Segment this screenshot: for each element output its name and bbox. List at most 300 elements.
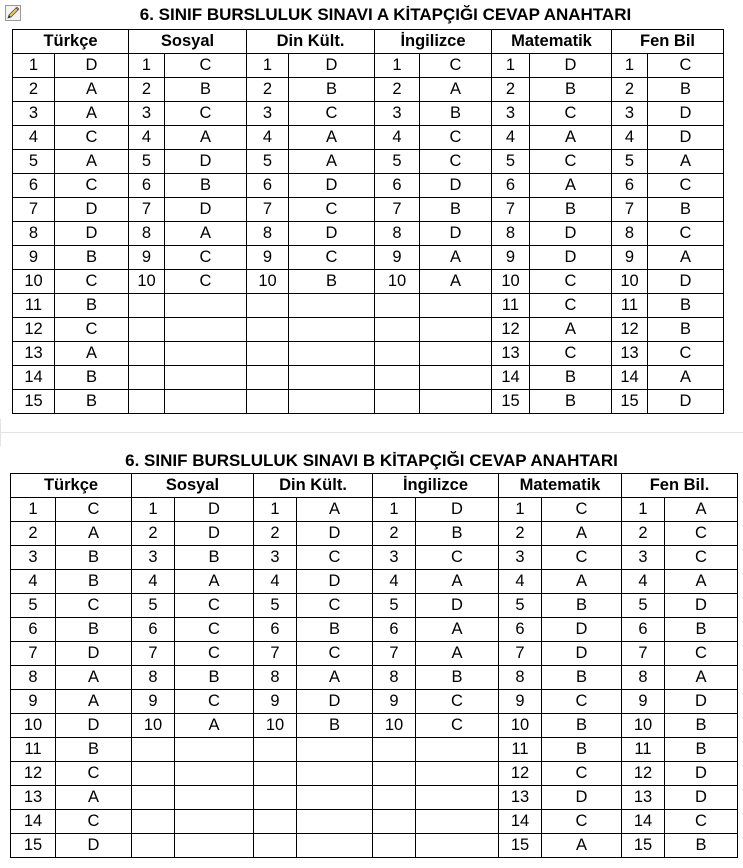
answer-cell: D [530,246,612,270]
answer-cell: C [289,198,375,222]
answer-cell: A [55,102,129,126]
answer-cell: C [165,102,247,126]
empty-cell [420,294,492,318]
question-number: 8 [373,666,416,690]
answer-cell: B [530,78,612,102]
subject-header: Türkçe [11,474,132,498]
answer-table [10,473,738,858]
empty-cell [297,786,373,810]
answer-cell: B [530,390,612,414]
empty-cell [247,294,289,318]
table-row [11,714,738,738]
answer-cell: C [297,642,373,666]
answer-cell: B [542,738,622,762]
subject-header: Din Kült. [247,30,375,54]
header-row [11,474,738,498]
question-number: 9 [499,690,542,714]
question-number: 3 [622,546,665,570]
question-number: 8 [254,666,297,690]
question-number: 6 [129,174,165,198]
empty-cell [416,810,499,834]
answer-cell: A [542,522,622,546]
question-number: 5 [11,594,56,618]
question-number: 6 [492,174,530,198]
answer-table [12,29,724,414]
answer-cell: B [56,570,132,594]
answer-cell: A [55,342,129,366]
empty-cell [254,786,297,810]
question-number: 4 [622,570,665,594]
answer-cell: C [175,618,254,642]
answer-cell: B [416,666,499,690]
answer-cell: B [56,618,132,642]
empty-cell [129,294,165,318]
empty-cell [175,762,254,786]
table-row [11,738,738,762]
empty-cell [175,786,254,810]
question-number: 8 [11,666,56,690]
answer-cell: C [56,594,132,618]
answer-cell: A [289,150,375,174]
question-number: 1 [499,498,542,522]
question-number: 6 [254,618,297,642]
table-row [11,810,738,834]
answer-cell: A [648,150,724,174]
answer-cell: A [416,642,499,666]
answer-cell: D [665,594,738,618]
table-row [11,762,738,786]
question-number: 6 [622,618,665,642]
page-title: 6. SINIF BURSLULUK SINAVI B KİTAPÇIĞI CEVAP ANAHTARI [125,451,618,470]
empty-cell [297,834,373,858]
table-row [13,174,724,198]
answer-cell: B [648,78,724,102]
empty-cell [420,390,492,414]
answer-cell: D [648,126,724,150]
empty-cell [416,738,499,762]
answer-cell: D [55,54,129,78]
table-row [13,294,724,318]
empty-cell [129,390,165,414]
question-number: 10 [132,714,175,738]
question-number: 13 [13,342,55,366]
empty-cell [373,738,416,762]
table-row [11,522,738,546]
question-number: 10 [11,714,56,738]
question-number: 7 [612,198,648,222]
question-number: 15 [499,834,542,858]
empty-cell [416,834,499,858]
answer-cell: C [530,150,612,174]
table-row [13,390,724,414]
empty-cell [254,834,297,858]
question-number: 2 [612,78,648,102]
question-number: 8 [499,666,542,690]
empty-cell [289,294,375,318]
answer-cell: A [416,570,499,594]
question-number: 1 [247,54,289,78]
question-number: 15 [13,390,55,414]
answer-cell: A [55,150,129,174]
answer-cell: D [297,522,373,546]
answer-key-sheet-a [0,0,743,419]
question-number: 2 [11,522,56,546]
question-number: 14 [13,366,55,390]
answer-cell: B [648,198,724,222]
question-number: 8 [375,222,420,246]
question-number: 15 [492,390,530,414]
question-number: 2 [373,522,416,546]
question-number: 5 [612,150,648,174]
question-number: 14 [622,810,665,834]
table-row [11,546,738,570]
table-row [13,54,724,78]
question-number: 3 [129,102,165,126]
empty-cell [420,342,492,366]
answer-cell: A [55,78,129,102]
table-row [13,198,724,222]
answer-cell: D [55,222,129,246]
answer-cell: D [175,522,254,546]
question-number: 3 [11,546,56,570]
subject-header: Türkçe [13,30,129,54]
empty-cell [373,810,416,834]
empty-cell [247,342,289,366]
question-number: 7 [129,198,165,222]
question-number: 12 [622,762,665,786]
empty-cell [289,318,375,342]
empty-cell [373,786,416,810]
answer-cell: B [665,618,738,642]
subject-header: Sosyal [132,474,254,498]
answer-cell: A [530,318,612,342]
answer-cell: C [420,150,492,174]
question-number: 1 [11,498,56,522]
answer-cell: C [648,342,724,366]
question-number: 11 [11,738,56,762]
question-number: 15 [612,390,648,414]
question-number: 13 [622,786,665,810]
answer-cell: C [542,762,622,786]
question-number: 4 [375,126,420,150]
answer-cell: D [665,786,738,810]
question-number: 10 [254,714,297,738]
question-number: 1 [129,54,165,78]
question-number: 8 [247,222,289,246]
answer-cell: A [297,498,373,522]
table-row [13,342,724,366]
table-row [13,126,724,150]
question-number: 12 [499,762,542,786]
answer-cell: D [297,570,373,594]
answer-cell: D [289,174,375,198]
answer-cell: C [165,54,247,78]
table-row [13,246,724,270]
answer-cell: B [55,294,129,318]
answer-cell: C [175,594,254,618]
answer-cell: D [165,150,247,174]
answer-cell: A [165,126,247,150]
question-number: 2 [13,78,55,102]
answer-cell: B [165,78,247,102]
answer-cell: A [56,666,132,690]
empty-cell [420,366,492,390]
answer-cell: B [289,270,375,294]
question-number: 10 [499,714,542,738]
question-number: 12 [492,318,530,342]
answer-cell: D [530,54,612,78]
question-number: 9 [373,690,416,714]
answer-cell: C [420,54,492,78]
answer-cell: A [56,522,132,546]
answer-cell: D [542,618,622,642]
table-row [13,270,724,294]
answer-cell: C [55,318,129,342]
question-number: 1 [373,498,416,522]
empty-cell [175,738,254,762]
question-number: 9 [13,246,55,270]
answer-cell: A [530,174,612,198]
answer-cell: C [297,594,373,618]
answer-cell: A [648,366,724,390]
empty-cell [165,318,247,342]
question-number: 6 [612,174,648,198]
question-number: 5 [373,594,416,618]
question-number: 14 [11,810,56,834]
table-row [11,594,738,618]
question-number: 8 [622,666,665,690]
answer-cell: C [542,498,622,522]
table-row [11,690,738,714]
question-number: 5 [129,150,165,174]
question-number: 10 [622,714,665,738]
answer-cell: B [56,738,132,762]
answer-cell: B [665,714,738,738]
question-number: 6 [132,618,175,642]
answer-cell: B [542,666,622,690]
answer-cell: C [665,810,738,834]
answer-cell: D [289,54,375,78]
question-number: 4 [11,570,56,594]
question-number: 11 [13,294,55,318]
table-row [13,222,724,246]
question-number: 14 [492,366,530,390]
subject-header: Matematik [492,30,612,54]
answer-cell: D [175,498,254,522]
table-row [11,498,738,522]
table-row [13,150,724,174]
question-number: 1 [13,54,55,78]
subject-header: Sosyal [129,30,247,54]
answer-cell: C [175,690,254,714]
question-number: 1 [132,498,175,522]
empty-cell [175,810,254,834]
question-number: 13 [499,786,542,810]
answer-cell: C [648,54,724,78]
question-number: 13 [612,342,648,366]
answer-cell: A [420,246,492,270]
empty-cell [375,342,420,366]
question-number: 3 [132,546,175,570]
question-number: 1 [254,498,297,522]
question-number: 7 [375,198,420,222]
answer-cell: C [55,126,129,150]
question-number: 10 [13,270,55,294]
question-number: 15 [622,834,665,858]
question-number: 3 [247,102,289,126]
answer-cell: C [56,762,132,786]
answer-cell: B [530,366,612,390]
table-row [11,642,738,666]
question-number: 9 [612,246,648,270]
empty-cell [289,390,375,414]
question-number: 1 [492,54,530,78]
empty-cell [375,366,420,390]
answer-cell: A [289,126,375,150]
question-number: 9 [132,690,175,714]
empty-cell [132,762,175,786]
answer-cell: A [665,666,738,690]
answer-cell: B [297,618,373,642]
question-number: 15 [11,834,56,858]
answer-cell: C [665,522,738,546]
answer-cell: C [55,174,129,198]
question-number: 5 [622,594,665,618]
answer-cell: D [55,198,129,222]
empty-cell [129,342,165,366]
question-number: 12 [13,318,55,342]
answer-cell: A [530,126,612,150]
answer-cell: D [297,690,373,714]
table-row [11,834,738,858]
question-number: 1 [375,54,420,78]
question-number: 7 [11,642,56,666]
answer-cell: A [542,570,622,594]
table-row [11,786,738,810]
answer-cell: A [416,618,499,642]
empty-cell [254,738,297,762]
answer-cell: C [542,546,622,570]
empty-cell [254,810,297,834]
question-number: 8 [13,222,55,246]
question-number: 2 [492,78,530,102]
question-number: 2 [499,522,542,546]
question-number: 4 [254,570,297,594]
question-number: 1 [622,498,665,522]
answer-cell: B [648,294,724,318]
header-row [13,30,724,54]
answer-cell: C [530,342,612,366]
answer-cell: D [665,762,738,786]
answer-cell: C [530,270,612,294]
answer-cell: C [289,102,375,126]
empty-cell [289,366,375,390]
answer-cell: B [297,714,373,738]
sheet-divider [0,419,743,446]
empty-cell [175,834,254,858]
answer-cell: A [648,246,724,270]
answer-cell: A [56,690,132,714]
answer-cell: D [648,102,724,126]
empty-cell [165,390,247,414]
empty-cell [375,294,420,318]
answer-cell: D [665,690,738,714]
empty-cell [247,318,289,342]
answer-cell: D [165,198,247,222]
answer-cell: B [542,714,622,738]
question-number: 7 [13,198,55,222]
empty-cell [420,318,492,342]
empty-cell [132,834,175,858]
question-number: 8 [129,222,165,246]
answer-cell: D [416,594,499,618]
empty-cell [297,738,373,762]
question-number: 2 [129,78,165,102]
subject-header: Fen Bil [612,30,724,54]
answer-cell: A [542,834,622,858]
answer-cell: D [530,222,612,246]
answer-cell: C [165,246,247,270]
answer-cell: D [542,786,622,810]
empty-cell [416,786,499,810]
answer-cell: C [542,690,622,714]
table-row [13,78,724,102]
question-number: 3 [499,546,542,570]
question-number: 4 [247,126,289,150]
question-number: 11 [622,738,665,762]
answer-cell: C [297,546,373,570]
answer-cell: D [289,222,375,246]
page-title: 6. SINIF BURSLULUK SINAVI A KİTAPÇIĞI CEVAP ANAHTARI [139,5,632,24]
empty-cell [247,366,289,390]
subject-header: Fen Bil. [622,474,738,498]
answer-cell: D [542,642,622,666]
question-number: 7 [247,198,289,222]
question-number: 9 [247,246,289,270]
answer-cell: C [56,498,132,522]
empty-cell [375,318,420,342]
question-number: 3 [13,102,55,126]
empty-cell [132,738,175,762]
table-row [11,570,738,594]
empty-cell [129,366,165,390]
question-number: 5 [375,150,420,174]
question-number: 9 [254,690,297,714]
empty-cell [254,762,297,786]
question-number: 3 [375,102,420,126]
question-number: 5 [247,150,289,174]
question-number: 5 [13,150,55,174]
question-number: 10 [612,270,648,294]
question-number: 4 [13,126,55,150]
question-number: 4 [132,570,175,594]
empty-cell [289,342,375,366]
question-number: 10 [129,270,165,294]
question-number: 4 [492,126,530,150]
empty-cell [165,342,247,366]
question-number: 2 [375,78,420,102]
answer-cell: B [665,738,738,762]
answer-cell: C [165,270,247,294]
question-number: 1 [612,54,648,78]
answer-cell: B [420,198,492,222]
answer-cell: B [416,522,499,546]
empty-cell [416,762,499,786]
question-number: 11 [612,294,648,318]
answer-cell: D [648,270,724,294]
answer-cell: D [420,222,492,246]
question-number: 12 [612,318,648,342]
